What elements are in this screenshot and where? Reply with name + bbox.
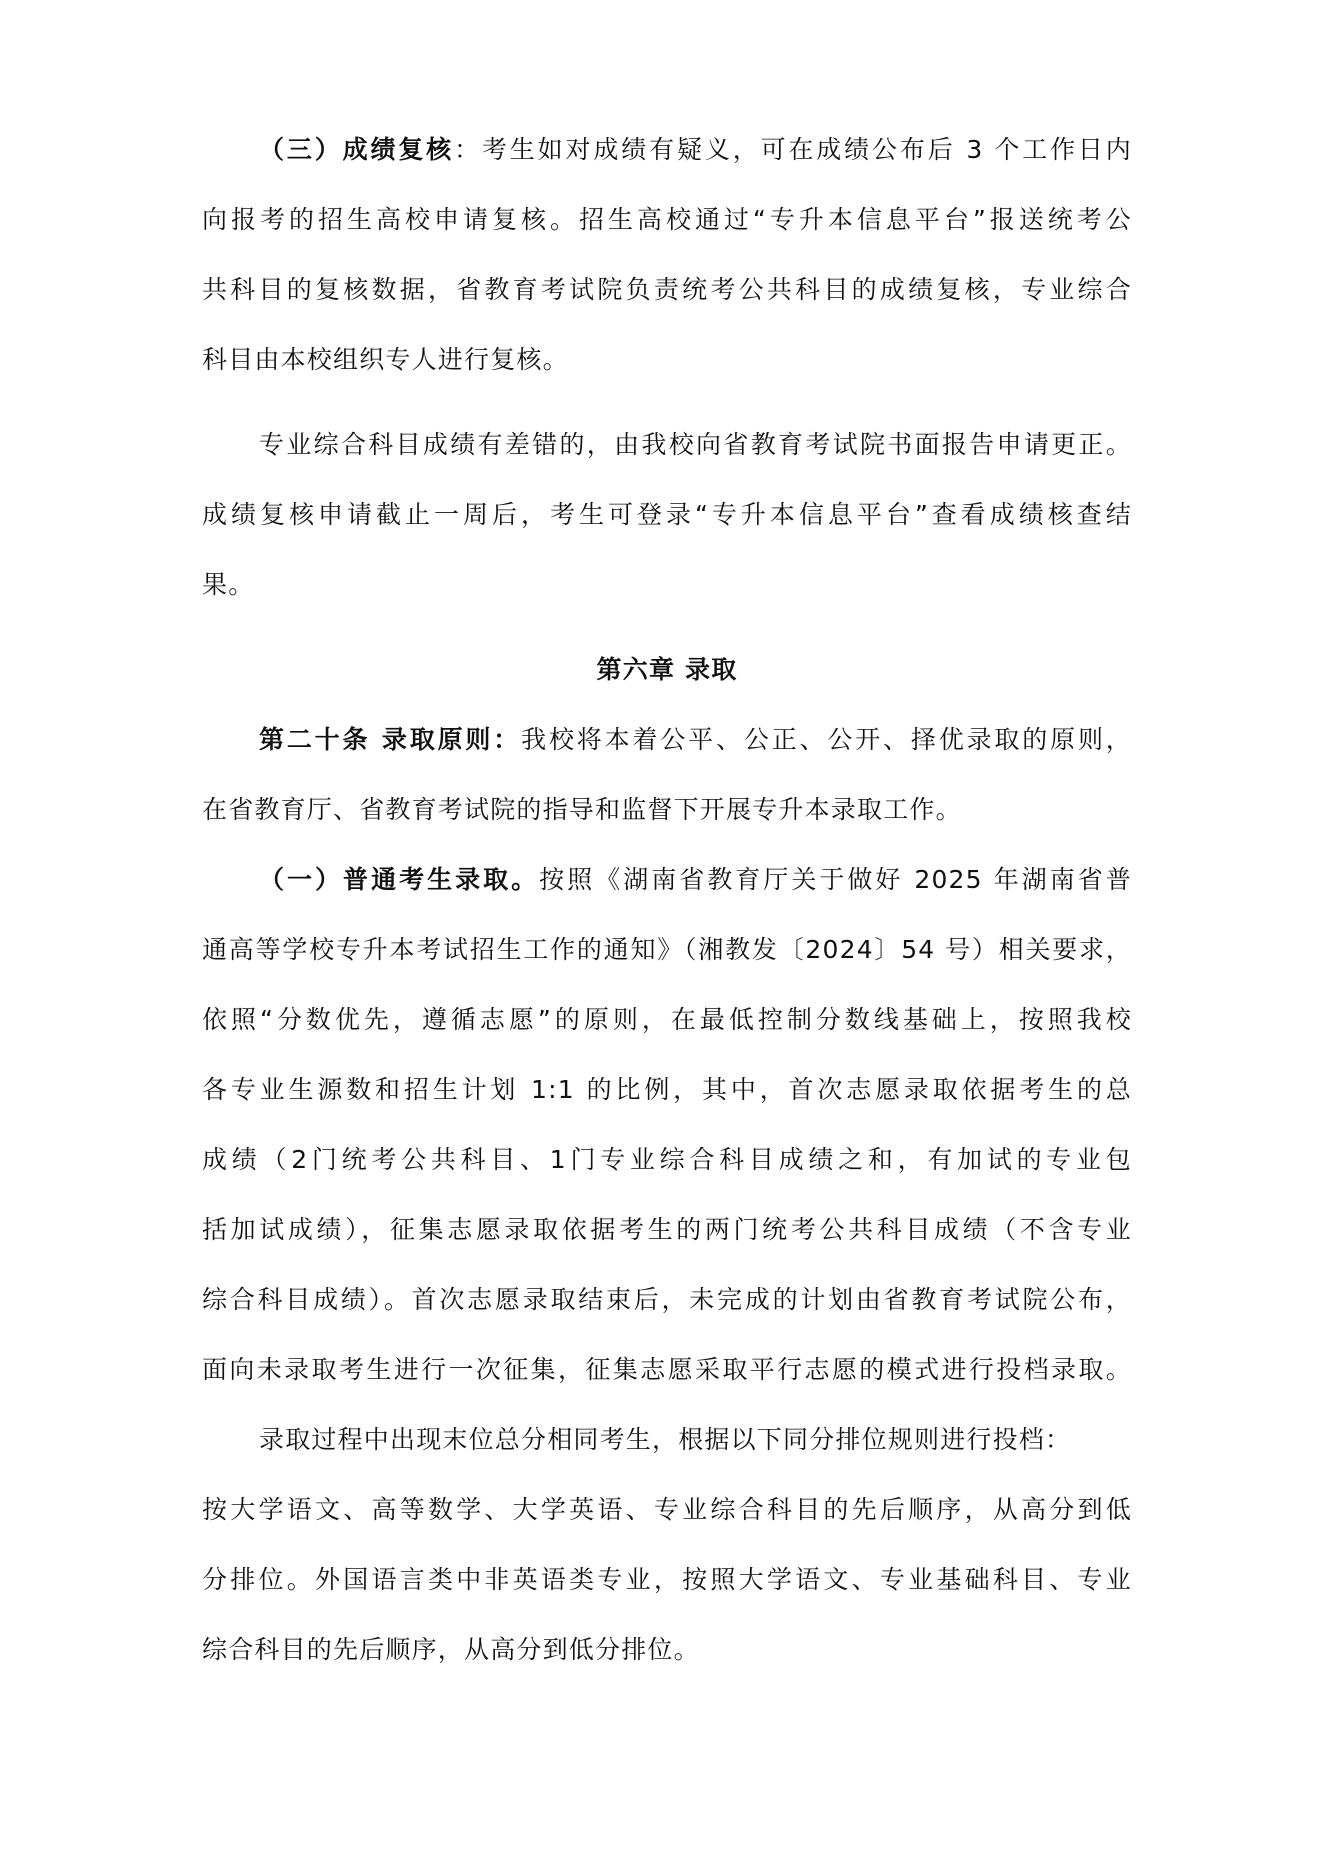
ordinary-line-4: 各专业生源数和招生计划 1:1 的比例，其中，首次志愿录取依据考生的总 (202, 1075, 1132, 1104)
ordinary-line-1: （一）普通考生录取。按照《湖南省教育厅关于做好 2025 年湖南省普 (259, 865, 1132, 894)
tiebreak-line-4: 综合科目的先后顺序，从高分到低分排位。 (202, 1635, 700, 1664)
correction-line-1: 专业综合科目成绩有差错的，由我校向省教育考试院书面报告申请更正。 (259, 430, 1132, 459)
ordinary-line-2: 通高等学校专升本考试招生工作的通知》（湘教发〔2024〕54 号）相关要求， (202, 935, 1132, 964)
sec3-line-3: 共科目的复核数据，省教育考试院负责统考公共科目的成绩复核，专业综合 (202, 275, 1132, 304)
ordinary-line-8: 面向未录取考生进行一次征集，征集志愿采取平行志愿的模式进行投档录取。 (202, 1355, 1132, 1384)
sec3-lead: （三）成绩复核 (259, 135, 455, 164)
art20-line-2: 在省教育厅、省教育考试院的指导和监督下开展专升本录取工作。 (202, 795, 962, 824)
tiebreak-line-3: 分排位。外国语言类中非英语类专业，按照大学语文、专业基础科目、专业 (202, 1565, 1132, 1594)
sec3-line-2: 向报考的招生高校申请复核。招生高校通过“专升本信息平台”报送统考公 (202, 205, 1132, 234)
ordinary-line-6: 括加试成绩），征集志愿录取依据考生的两门统考公共科目成绩（不含专业 (202, 1215, 1132, 1244)
correction-line-3: 果。 (202, 570, 255, 599)
sec3-line-4: 科目由本校组织专人进行复核。 (202, 345, 569, 374)
tiebreak-line-1: 录取过程中出现末位总分相同考生，根据以下同分排位规则进行投档： (259, 1425, 1072, 1454)
ordinary-lead: （一）普通考生录取。 (259, 865, 540, 894)
ordinary-line-3: 依照“分数优先，遵循志愿”的原则，在最低控制分数线基础上，按照我校 (202, 1005, 1132, 1034)
correction-line-2: 成绩复核申请截止一周后，考生可登录“专升本信息平台”查看成绩核查结 (202, 500, 1132, 529)
chapter-title: 第六章 录取 (596, 655, 738, 684)
art20-lead: 第二十条 录取原则： (259, 725, 522, 754)
ordinary-line-5: 成绩（2门统考公共科目、1门专业综合科目成绩之和，有加试的专业包 (202, 1145, 1132, 1174)
sec3-line-1: （三）成绩复核：考生如对成绩有疑义，可在成绩公布后 3 个工作日内 (259, 135, 1132, 164)
tiebreak-line-2: 按大学语文、高等数学、大学英语、专业综合科目的先后顺序，从高分到低 (202, 1495, 1132, 1524)
ordinary-line-7: 综合科目成绩）。首次志愿录取结束后，未完成的计划由省教育考试院公布， (202, 1285, 1132, 1314)
art20-line-1: 第二十条 录取原则：我校将本着公平、公正、公开、择优录取的原则， (259, 725, 1132, 754)
